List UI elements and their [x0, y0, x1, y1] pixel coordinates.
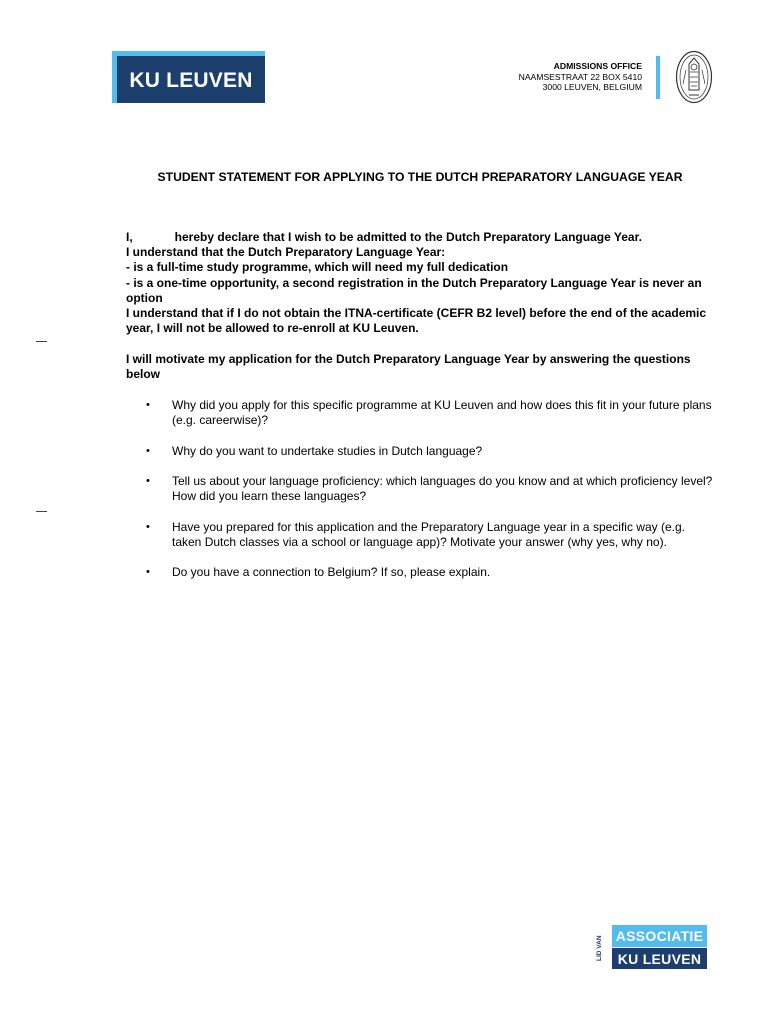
associatie-label: ASSOCIATIE: [612, 925, 707, 947]
document-title: STUDENT STATEMENT FOR APPLYING TO THE DUTCH PREPARATORY LANGUAGE YEAR: [157, 170, 683, 184]
address-city: 3000 LEUVEN, BELGIUM: [542, 82, 642, 92]
address-block: [519, 61, 642, 93]
question-text: Why did you apply for this specific programme at KU Leuven and how does this fit in your future plans (e.g. careerwise)?: [172, 398, 712, 428]
bullet-icon: •: [146, 475, 150, 487]
logo-text: KU LEUVEN: [129, 68, 253, 92]
associatie-logo: [596, 925, 712, 969]
ku-leuven-seal-icon: [675, 50, 713, 104]
statement-body: [126, 230, 716, 596]
question-text: Why do you want to undertake studies in Dutch language?: [172, 443, 483, 458]
declaration-line-2: I understand that the Dutch Preparatory Language Year:: [126, 245, 446, 260]
questions-list: [126, 398, 716, 580]
declaration-line-5: I understand that if I do not obtain the ITNA-certificate (CEFR B2 level) before the end of the academic year, I will not be allowed to re-enroll at KU Leuven.: [126, 306, 707, 336]
lid-van-label: LID VAN: [596, 935, 603, 961]
bullet-icon: •: [146, 444, 150, 457]
margin-mark: [36, 511, 47, 512]
declaration-line-3: - is a full-time study programme, which will need my full dedication: [126, 260, 509, 275]
motivation-intro: I will motivate my application for the Dutch Preparatory Language Year by answering the questions below: [126, 351, 691, 381]
margin-mark: [36, 341, 47, 342]
bullet-icon: •: [146, 399, 150, 412]
list-item: [126, 474, 716, 504]
header-divider: [656, 56, 660, 99]
bullet-icon: •: [146, 566, 150, 579]
question-text: Do you have a connection to Belgium? If so, please explain.: [172, 565, 491, 580]
declaration-line-4: - is a one-time opportunity, a second registration in the Dutch Preparatory Language Year is never an option: [126, 275, 702, 305]
list-item: [126, 565, 716, 580]
question-text: Have you prepared for this application and the Preparatory Language year in a specific way (e.g. taken Dutch classes via a school or language app)? Motivate your answer (why yes, why no).: [172, 519, 685, 549]
list-item: [126, 398, 716, 428]
declaration-line-1: [126, 230, 716, 245]
list-item: [126, 444, 716, 459]
declaration-text: hereby declare that I wish to be admitted to the Dutch Preparatory Language Year.: [174, 230, 642, 244]
associatie-ku-leuven-label: KU LEUVEN: [612, 948, 707, 969]
question-text: Tell us about your language proficiency: which languages do you know and at which proficiency level? How did you learn these languages?: [172, 474, 713, 504]
address-office: ADMISSIONS OFFICE: [553, 61, 642, 71]
list-item: [126, 520, 716, 550]
declaration-i: I,: [126, 230, 133, 244]
ku-leuven-logo: [112, 51, 265, 103]
address-street: NAAMSESTRAAT 22 BOX 5410: [518, 71, 642, 82]
bullet-icon: •: [146, 520, 150, 533]
